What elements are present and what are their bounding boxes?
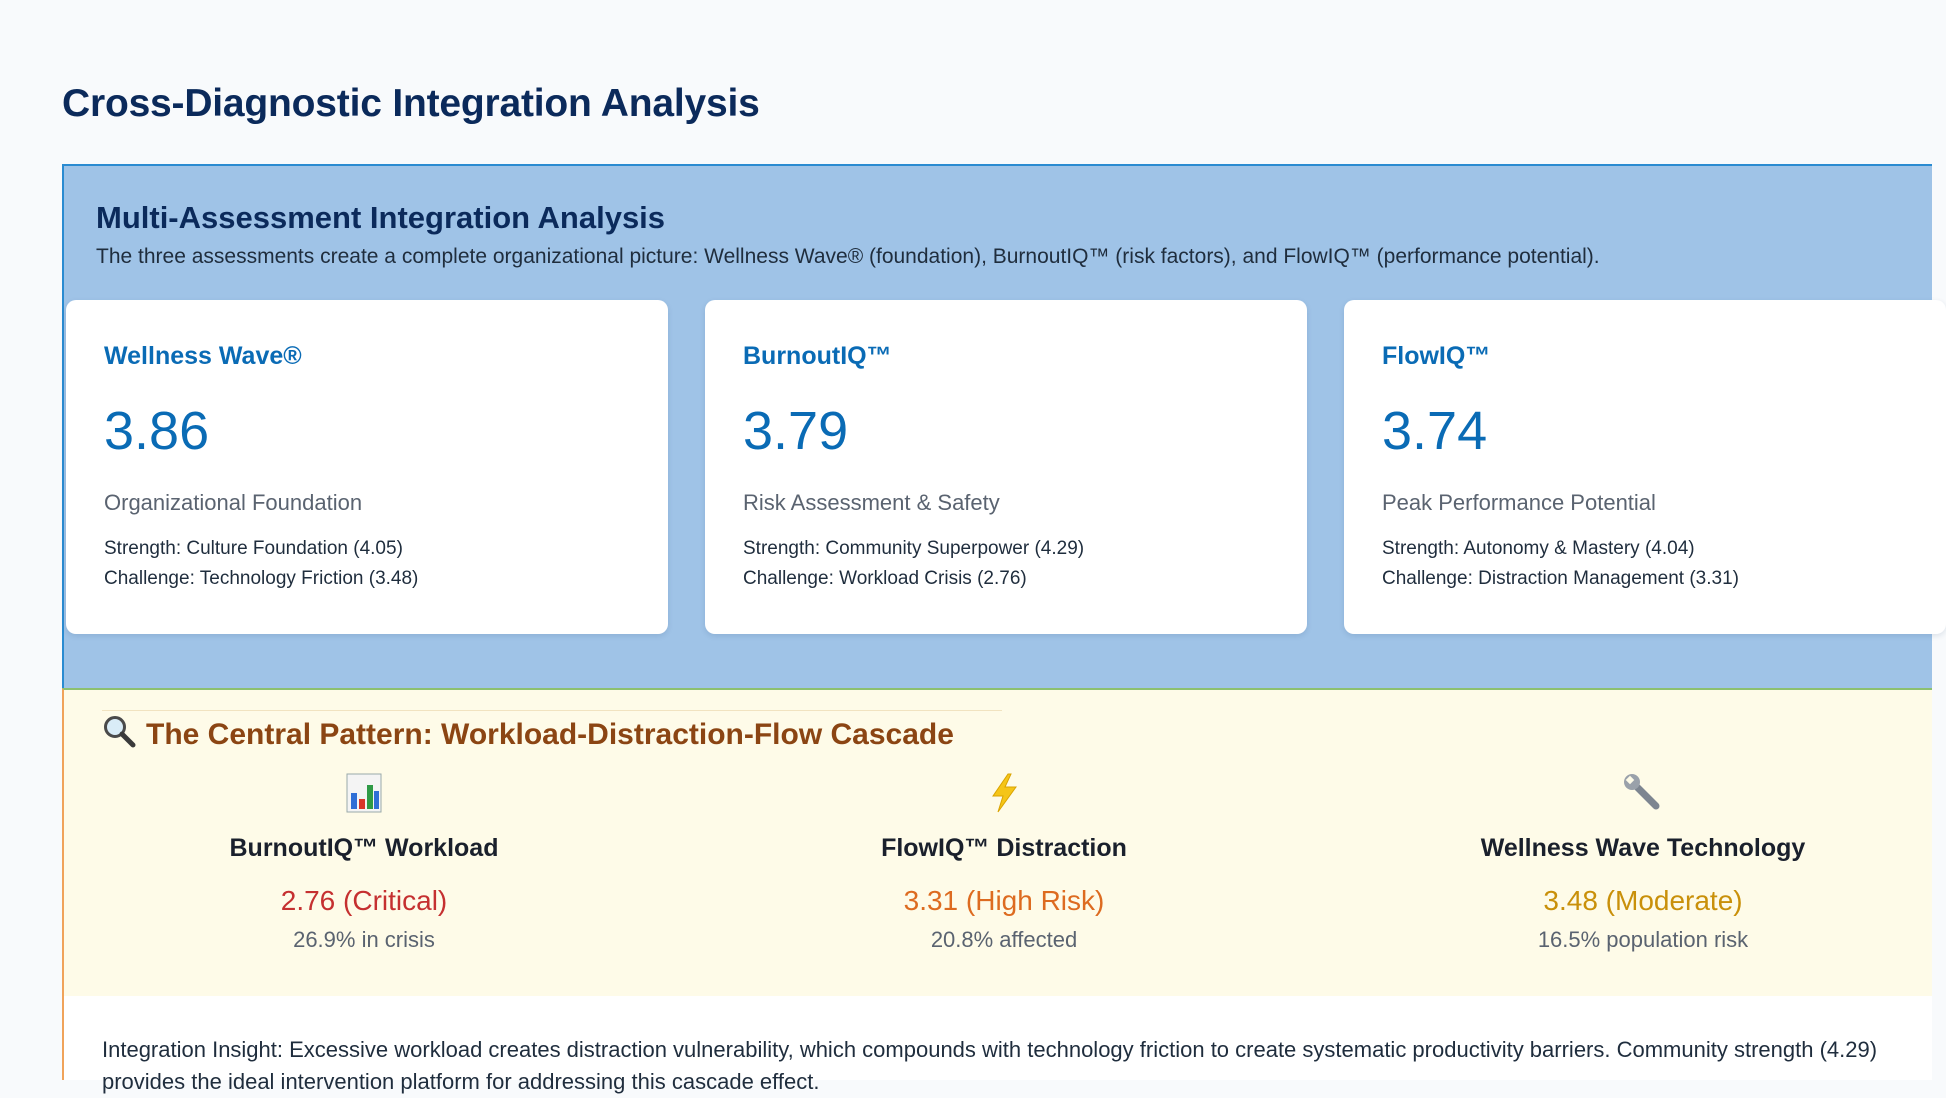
distraction-column [704, 768, 1304, 953]
column-name: FlowIQ™ Distraction [881, 834, 1127, 862]
card-name: BurnoutIQ™ [743, 342, 892, 370]
column-value: 3.31 (High Risk) [903, 885, 1105, 916]
card-subtitle: Peak Performance Potential [1382, 490, 1656, 515]
central-pattern-section [62, 688, 1932, 996]
column-name: Wellness Wave Technology [1480, 834, 1806, 862]
wellness-wave-card [66, 300, 668, 634]
workload-column [64, 768, 664, 953]
card-strength: Strength: Autonomy & Mastery (4.04) [1382, 538, 1695, 559]
card-subtitle: Organizational Foundation [104, 490, 363, 515]
column-note: 26.9% in crisis [293, 927, 435, 952]
card-subtitle: Risk Assessment & Safety [743, 490, 1000, 515]
card-name: FlowIQ™ [1382, 342, 1491, 370]
burnoutiq-card [705, 300, 1307, 634]
integration-description: The three assessments create a complete organizational picture: Wellness Wave® (foundation), BurnoutIQ™ (risk factors), and FlowIQ™ (performance potential). [96, 245, 1600, 268]
column-value: 2.76 (Critical) [280, 885, 448, 916]
pattern-title [102, 714, 954, 756]
lightning-icon [704, 768, 1304, 818]
flowiq-card [1344, 300, 1946, 634]
integration-panel [62, 164, 1932, 688]
card-challenge: Challenge: Technology Friction (3.48) [104, 568, 419, 589]
card-challenge: Challenge: Workload Crisis (2.76) [743, 568, 1027, 589]
card-score: 3.74 [1382, 401, 1488, 461]
card-score: 3.79 [743, 401, 849, 461]
card-score: 3.86 [104, 401, 210, 461]
card-strength: Strength: Culture Foundation (4.05) [104, 538, 403, 559]
technology-column [1343, 768, 1943, 953]
card-strength: Strength: Community Superpower (4.29) [743, 538, 1085, 559]
pattern-title-text: The Central Pattern: Workload-Distraction-Flow Cascade [146, 718, 954, 751]
integration-insight-section [62, 996, 1932, 1094]
column-note: 16.5% population risk [1537, 927, 1749, 952]
card-name: Wellness Wave® [104, 342, 302, 370]
integration-insight-text: Integration Insight: Excessive workload creates distraction vulnerability, which compounds with technology friction to create systematic productivity barriers. Community strength (4.29) provides the ideal intervention platform for addressing this cascade effect. [102, 1037, 1878, 1094]
wrench-icon [1343, 768, 1943, 818]
magnifier-icon [102, 714, 136, 756]
column-value: 3.48 (Moderate) [1543, 885, 1743, 916]
pattern-divider [102, 710, 1002, 711]
bar-chart-icon [64, 768, 664, 818]
page-title: Cross-Diagnostic Integration Analysis [62, 82, 760, 125]
column-name: BurnoutIQ™ Workload [229, 834, 499, 862]
integration-title: Multi-Assessment Integration Analysis [96, 200, 666, 235]
card-challenge: Challenge: Distraction Management (3.31) [1382, 568, 1739, 589]
column-note: 20.8% affected [930, 927, 1078, 952]
